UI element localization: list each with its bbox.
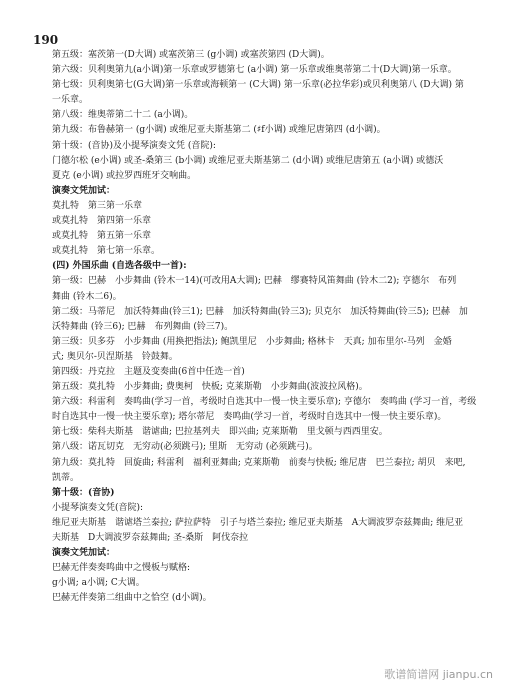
site-watermark: 歌谱简谱网 jianpu.cn	[384, 668, 493, 681]
section-heading: 演奏文凭加试：	[52, 548, 116, 559]
text-line: 凯蒂。	[52, 472, 80, 483]
text-line: 式; 奥贝尔-贝涅斯基 铃鼓舞。	[52, 351, 178, 362]
text-line: 巴赫无伴奏奏鸣曲中之慢板与赋格:	[52, 563, 191, 574]
text-line: 莫扎特 第三第一乐章	[52, 200, 143, 211]
text-line: 舞曲 (铃木二6)。	[52, 291, 122, 302]
text-line: 时自选其中一慢一快主要乐章); 塔尔蒂尼 奏鸣曲(学习一首，考级时自选其中一慢一快主要乐章)。	[52, 412, 447, 423]
text-line: 夏克 (e小调) 或拉罗西班牙交响曲。	[52, 170, 197, 181]
text-line: 或莫扎特 第七第一乐章。	[52, 246, 161, 257]
text-line: 或莫扎特 第五第一乐章	[52, 231, 152, 242]
text-line: 或莫扎特 第四第一乐章	[52, 216, 152, 227]
text-line: 门德尔松 (e小调) 或圣-桑第三 (b小调) 或维尼亚夫斯基第二 (d小调) 或维尼唐第五 (a小调) 或德沃	[52, 155, 444, 166]
text-line: 第一级：巴赫 小步舞曲 (铃木一14)(可改用A大调); 巴赫 缪赛特风笛舞曲 (铃木二2); 亨德尔 布列	[52, 276, 457, 287]
text-line: 第三级：贝多芬 小步舞曲 (用换把指法); 鲍凯里尼 小步舞曲; 格林卡 天真; 加布里尔-马列 金婚	[52, 336, 452, 347]
text-line: 沃特舞曲 (铃三6); 巴赫 布列舞曲 (铃三7)。	[52, 321, 234, 332]
text-line: 第八级：诺瓦切克 无穷动(必须跳弓); 里斯 无穷动 (必须跳弓)。	[52, 442, 318, 453]
section-heading: 演奏文凭加试：	[52, 185, 116, 196]
text-line: 第七级：贝利奥第七(G大调)第一乐章或海顿第一 (C大调) 第一乐章(必拉华彩)或贝利奥第八 (D大调) 第	[52, 80, 464, 91]
text-line: g小调; a小调; C大调。	[52, 578, 145, 589]
text-line: 第五级：塞茨第一(D大调) 或塞茨第三 (g小调) 或塞茨第四 (D大调)。	[52, 50, 330, 60]
text-line: 第四级：丹克拉 主题及变奏曲(6首中任选一首)	[52, 366, 245, 377]
text-line: 第二级：马蒂尼 加沃特舞曲(铃三1); 巴赫 加沃特舞曲(铃三3); 贝克尔 加沃特舞曲(铃三5); 巴赫 加	[52, 306, 468, 317]
text-line: 维尼亚夫斯基 谐谑塔兰泰拉; 萨拉萨特 引子与塔兰泰拉; 维尼亚夫斯基 A大调波罗奈兹舞曲; 维尼亚	[52, 517, 464, 528]
text-line: 夫斯基 D大调波罗奈兹舞曲; 圣-桑斯 阿伐奈拉	[52, 533, 249, 543]
page-number: 190	[33, 33, 59, 47]
text-line: 第七级：柴科夫斯基 谐谑曲; 巴拉基列夫 即兴曲; 克莱斯勒 里戈顿与西西里安。	[52, 427, 388, 438]
text-line: 第九级：莫扎特 回旋曲; 科雷利 福利亚舞曲; 克莱斯勒 前奏与快板; 维尼唐 巴兰泰拉; 胡贝 来吧,	[52, 457, 466, 468]
text-line: 一乐章。	[52, 95, 89, 106]
text-line: 第五级：莫扎特 小步舞曲; 费奥柯 快板; 克莱斯勒 小步舞曲(波波拉风格)。	[52, 382, 368, 393]
section-heading: (四) 外国乐曲 (自选各级中一首):	[52, 261, 187, 272]
text-line: 第六级：科雷利 奏鸣曲(学习一首，考级时自选其中一慢一快主要乐章); 亨德尔 奏鸣曲 (学习一首，考级	[52, 397, 477, 408]
exam-repertoire-text	[52, 48, 477, 606]
text-line: 巴赫无伴奏第二组曲中之恰空 (d小调)。	[52, 593, 212, 604]
text-line: 第六级：贝利奥第九(a小调)第一乐章或罗德第七 (a小调) 第一乐章或维奥蒂第二十(D大调)第一乐章。	[52, 65, 457, 76]
text-line: 第九级：布鲁赫第一 (g小调) 或维尼亚夫斯基第二 (♯f小调) 或维尼唐第四 (d小调)。	[52, 125, 386, 136]
text-line: 第十级：(音协)及小提琴演奏文凭 (音院):	[52, 140, 216, 151]
section-heading: 第十级：(音协)	[52, 487, 115, 498]
text-line: 小提琴演奏文凭(音院):	[52, 502, 144, 513]
text-line: 第八级：维奥蒂第二十二 (a小调)。	[52, 110, 194, 121]
